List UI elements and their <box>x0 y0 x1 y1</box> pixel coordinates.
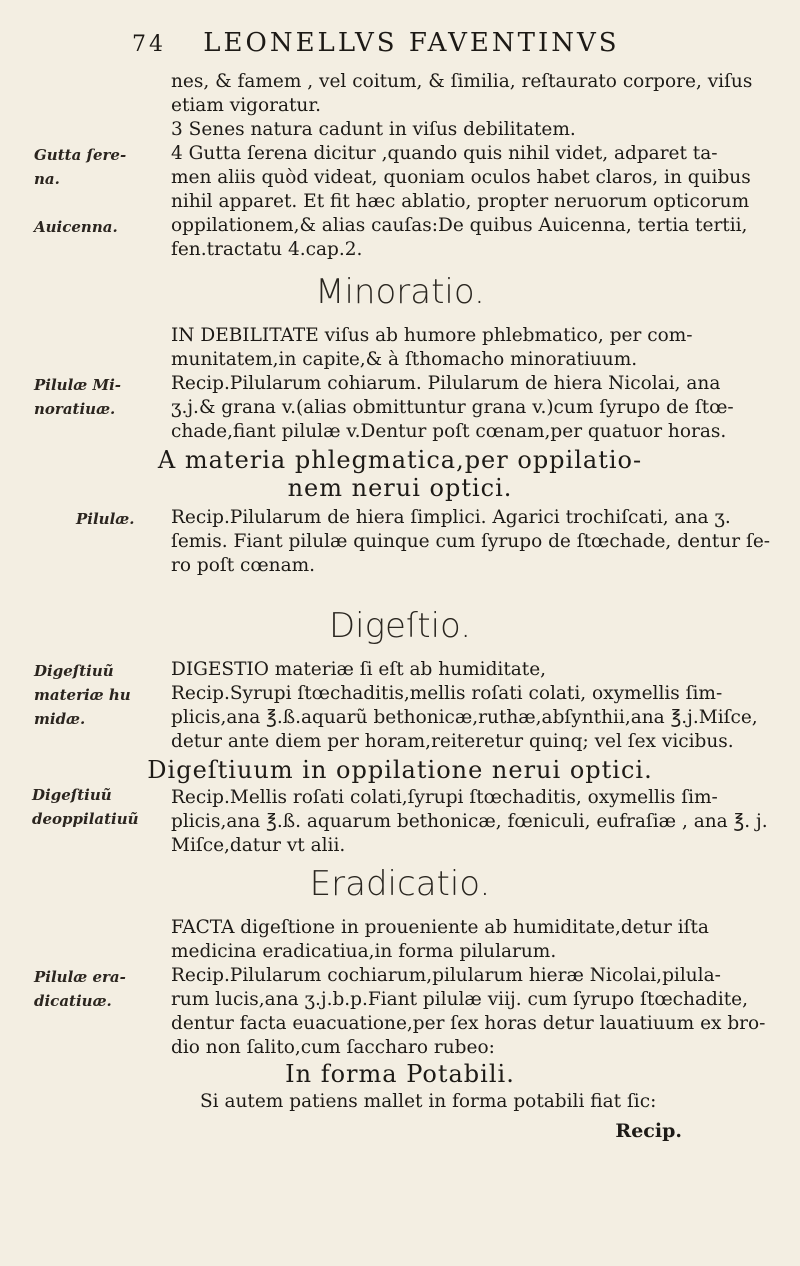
margin-note: Digeſtiuũ <box>34 662 114 680</box>
text-line: Recip.Syrupi ſtœchaditis,mellis roſati colati, oxymellis ſim- <box>171 683 723 704</box>
margin-note: materiæ hu <box>34 686 131 704</box>
text-line: men aliis quòd videat, quoniam oculos habet claros, in quibus <box>171 167 751 188</box>
section-heading: Digeſtio. <box>328 606 472 646</box>
text-line: rum lucis,ana ʒ.j.b.p.Fiant pilulæ viij. cum ſyrupo ſtœchadite, <box>171 989 748 1010</box>
margin-note: deoppilatiuũ <box>32 810 139 828</box>
text-line: DIGESTIO materiæ ſi eſt ab humiditate, <box>171 659 547 680</box>
margin-note: Gutta ſere- <box>34 146 127 164</box>
text-line: FACTA digeſtione in proueniente ab humiditate,detur iſta <box>171 917 709 938</box>
text-line: IN DEBILITATE viſus ab humore phlebmatico, per com- <box>171 325 693 346</box>
text-line: Miſce,datur vt alii. <box>171 835 346 856</box>
text-line: etiam vigoratur. <box>171 95 322 116</box>
text-line: Recip.Pilularum cohiarum. Pilularum de hiera Nicolai, ana <box>171 373 721 394</box>
subheading: Digeſtiuum in oppilatione nerui optici. <box>147 756 653 784</box>
subheading: nem nerui optici. <box>287 474 513 502</box>
text-line: medicina eradicatiua,in forma pilularum. <box>171 941 557 962</box>
text-line: Recip.Pilularum cochiarum,pilularum hieræ Nicolai,pilula- <box>171 965 721 986</box>
text-line: plicis,ana ℥.ß. aquarum bethonicæ, fœniculi, eufraſiæ , ana ℥. j. <box>171 811 768 832</box>
margin-note: Digeſtiuũ <box>32 786 112 804</box>
page-number: 74 <box>132 32 166 57</box>
section-heading: Eradicatio. <box>309 864 491 904</box>
margin-note: Pilulæ era- <box>34 968 126 986</box>
running-title: LEONELLVS FAVENTINVS <box>203 28 620 58</box>
subheading: In forma Potabili. <box>285 1060 515 1088</box>
text-line: plicis,ana ℥.ß.aquarũ bethonicæ,ruthæ,abſynthii,ana ℥.j.Miſce, <box>171 707 758 728</box>
text-line: dio non ſalito,cum ſaccharo rubeo: <box>171 1037 495 1058</box>
margin-note: Auicenna. <box>34 218 118 236</box>
margin-note: na. <box>34 170 60 188</box>
text-line: dentur facta euacuatione,per ſex horas detur lauatiuum ex bro- <box>171 1013 766 1034</box>
text-line: detur ante diem per horam,reiteretur quinq; vel ſex vicibus. <box>171 731 734 752</box>
text-line: 4 Gutta ſerena dicitur ,quando quis nihil videt, adparet ta- <box>171 143 718 164</box>
text-line: fen.tractatu 4.cap.2. <box>171 239 363 260</box>
text-line: oppilationem,& alias cauſas:De quibus Auicenna, tertia tertii, <box>171 215 748 236</box>
text-line: Si autem patiens mallet in forma potabili fiat ſic: <box>200 1091 657 1112</box>
text-line: ſemis. Fiant pilulæ quinque cum ſyrupo de ſtœchade, dentur ſe- <box>171 531 771 552</box>
margin-note: dicatiuæ. <box>34 992 112 1010</box>
text-line: munitatem,in capite,& à ſthomacho minoratiuum. <box>171 349 638 370</box>
text-line: Recip.Pilularum de hiera ſimplici. Agarici trochiſcati, ana ʒ. <box>171 507 731 528</box>
text-line: chade,fiant pilulæ v.Dentur poſt cœnam,per quatuor horas. <box>171 421 727 442</box>
text-line: 3 Senes natura cadunt in viſus debilitatem. <box>171 119 576 140</box>
text-line: nes, & famem , vel coitum, & ſimilia, reſtaurato corpore, viſus <box>171 71 753 92</box>
subheading: A materia phlegmatica,per oppilatio- <box>157 446 643 474</box>
margin-note: noratiuæ. <box>34 400 116 418</box>
running-header <box>132 28 692 58</box>
margin-note: midæ. <box>34 710 86 728</box>
text-line: Recip.Mellis roſati colati,ſyrupi ſtœchaditis, oxymellis ſim- <box>171 787 718 808</box>
text-line: ro poſt cœnam. <box>171 555 316 576</box>
text-line: nihil apparet. Et fit hæc ablatio, propter neruorum opticorum <box>171 191 750 212</box>
catchword: Recip. <box>615 1120 682 1142</box>
section-heading: Minoratio. <box>315 272 485 312</box>
margin-note: Pilulæ Mi- <box>34 376 122 394</box>
margin-note: Pilulæ. <box>76 510 135 528</box>
text-line: ʒ.j.& grana v.(alias obmittuntur grana v.)cum ſyrupo de ſtœ- <box>171 397 734 418</box>
